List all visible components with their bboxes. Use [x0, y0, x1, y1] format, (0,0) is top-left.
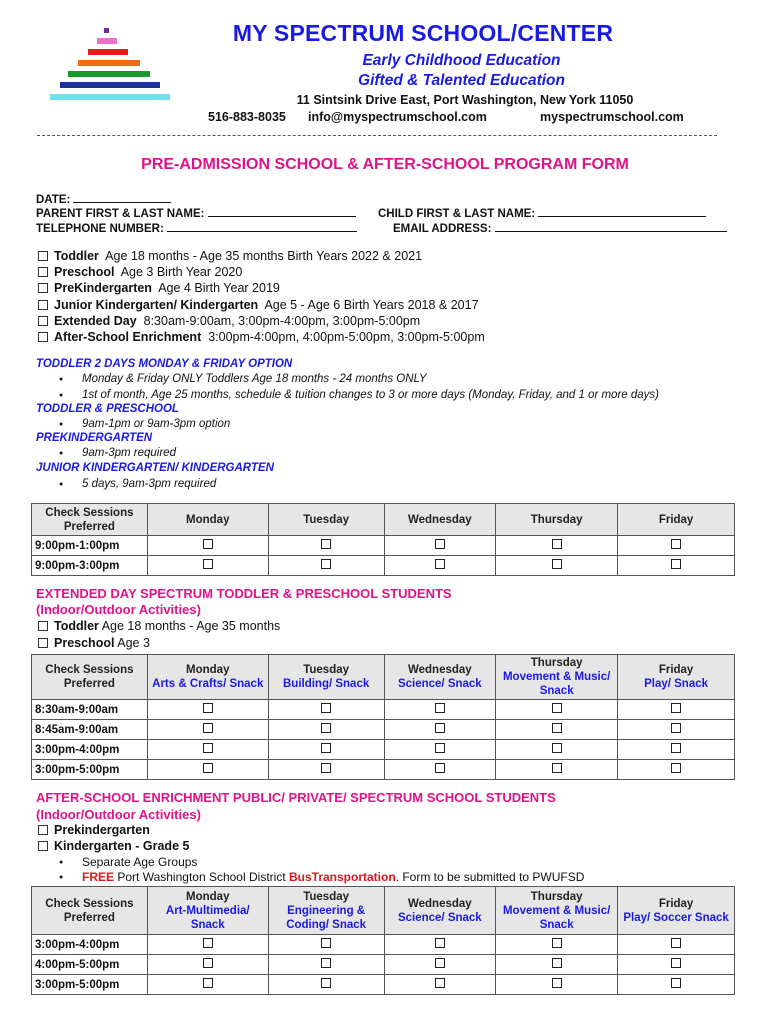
session-checkbox[interactable] — [203, 539, 213, 549]
session-checkbox[interactable] — [552, 958, 562, 968]
table-row — [32, 700, 735, 720]
session-checkbox[interactable] — [321, 703, 331, 713]
session-checkbox[interactable] — [552, 559, 562, 569]
session-checkbox[interactable] — [671, 938, 681, 948]
session-checkbox[interactable] — [203, 958, 213, 968]
after-school-option-k5[interactable]: Kindergarten - Grade 5 — [38, 839, 189, 853]
session-checkbox[interactable] — [321, 559, 331, 569]
program-option-extended-day[interactable]: Extended Day 8:30am-9:00am, 3:00pm-4:00pm, 3:00pm-5:00pm — [38, 314, 420, 328]
school-phone: 516-883-8035 — [208, 110, 286, 124]
day-header: Thursday Movement & Music/ Snack — [496, 887, 618, 935]
session-time: 3:00pm-4:00pm — [32, 740, 148, 760]
checkbox[interactable] — [38, 267, 48, 277]
session-time: 8:30am-9:00am — [32, 700, 148, 720]
session-time: 4:00pm-5:00pm — [32, 955, 148, 975]
session-checkbox[interactable] — [552, 743, 562, 753]
session-time: 9:00pm-1:00pm — [32, 536, 148, 556]
table-row — [32, 720, 735, 740]
session-checkbox[interactable] — [671, 703, 681, 713]
session-checkbox[interactable] — [435, 743, 445, 753]
session-checkbox[interactable] — [552, 978, 562, 988]
session-checkbox[interactable] — [321, 978, 331, 988]
session-checkbox[interactable] — [203, 559, 213, 569]
list-item: ● 9am-1pm or 9am-3pm option — [62, 418, 230, 430]
session-checkbox[interactable] — [435, 763, 445, 773]
school-website[interactable]: myspectrumschool.com — [540, 110, 684, 124]
day-header: Tuesday Building/ Snack — [268, 655, 384, 700]
session-checkbox[interactable] — [203, 743, 213, 753]
list-item: ● 5 days, 9am-3pm required — [62, 478, 216, 490]
session-checkbox[interactable] — [552, 938, 562, 948]
program-option-after-school[interactable]: After-School Enrichment 3:00pm-4:00pm, 4:00pm-5:00pm, 3:00pm-5:00pm — [38, 330, 485, 344]
checkbox[interactable] — [38, 825, 48, 835]
program-option-toddler[interactable]: Toddler Age 18 months - Age 35 months Birth Years 2022 & 2021 — [38, 249, 422, 263]
school-address: 11 Sintsink Drive East, Port Washington, New York 11050 — [296, 93, 634, 107]
session-checkbox[interactable] — [435, 978, 445, 988]
parent-name-field[interactable] — [36, 206, 356, 220]
session-checkbox[interactable] — [671, 539, 681, 549]
program-option-junior-kindergarten[interactable]: Junior Kindergarten/ Kindergarten Age 5 - Age 6 Birth Years 2018 & 2017 — [38, 298, 479, 312]
date-field[interactable] — [36, 192, 171, 206]
session-checkbox[interactable] — [435, 958, 445, 968]
checkbox[interactable] — [38, 332, 48, 342]
table-row — [32, 536, 735, 556]
list-item: ● 9am-3pm required — [62, 447, 176, 459]
session-checkbox[interactable] — [435, 559, 445, 569]
child-name-input-line[interactable] — [538, 206, 706, 217]
program-option-prekindergarten[interactable]: PreKindergarten Age 4 Birth Year 2019 — [38, 281, 280, 295]
logo-stripe — [78, 60, 140, 66]
session-checkbox[interactable] — [321, 958, 331, 968]
logo-stripe — [60, 82, 160, 88]
checkbox[interactable] — [38, 638, 48, 648]
email-field[interactable] — [393, 221, 727, 235]
session-checkbox[interactable] — [203, 938, 213, 948]
after-school-option-prek[interactable]: Prekindergarten — [38, 823, 150, 837]
extended-option-toddler[interactable]: Toddler Age 18 months - Age 35 months — [38, 619, 280, 633]
checkbox[interactable] — [38, 283, 48, 293]
school-email[interactable]: info@myspectrumschool.com — [308, 110, 487, 124]
session-checkbox[interactable] — [203, 763, 213, 773]
session-checkbox[interactable] — [321, 763, 331, 773]
table-corner-header: Check Sessions Preferred — [32, 504, 148, 536]
day-header: Monday — [147, 504, 268, 536]
session-checkbox[interactable] — [671, 559, 681, 569]
session-checkbox[interactable] — [671, 978, 681, 988]
prekindergarten-heading: PREKINDERGARTEN — [36, 432, 153, 444]
session-checkbox[interactable] — [671, 723, 681, 733]
program-option-preschool[interactable]: Preschool Age 3 Birth Year 2020 — [38, 265, 242, 279]
extended-day-subheading: (Indoor/Outdoor Activities) — [36, 602, 201, 617]
parent-name-input-line[interactable] — [208, 206, 356, 217]
session-checkbox[interactable] — [435, 539, 445, 549]
table-row — [32, 975, 735, 995]
divider — [37, 135, 717, 136]
after-school-heading: AFTER-SCHOOL ENRICHMENT PUBLIC/ PRIVATE/ SPECTRUM SCHOOL STUDENTS — [36, 790, 556, 805]
day-header: Wednesday — [384, 504, 496, 536]
session-checkbox[interactable] — [321, 938, 331, 948]
list-item: ● FREE Port Washington School District BusTransportation. Form to be submitted to PWUFSD — [62, 870, 584, 884]
session-checkbox[interactable] — [203, 703, 213, 713]
day-header: Tuesday Engineering & Coding/ Snack — [268, 887, 384, 935]
session-checkbox[interactable] — [321, 539, 331, 549]
school-name: MY SPECTRUM SCHOOL/CENTER — [232, 20, 614, 46]
session-checkbox[interactable] — [321, 723, 331, 733]
telephone-field[interactable] — [36, 221, 357, 235]
session-checkbox[interactable] — [671, 763, 681, 773]
email-input-line[interactable] — [495, 221, 727, 232]
toddler-preschool-heading: TODDLER & PRESCHOOL — [36, 403, 179, 415]
day-header: Tuesday — [268, 504, 384, 536]
session-checkbox[interactable] — [203, 723, 213, 733]
table-row — [32, 740, 735, 760]
session-checkbox[interactable] — [552, 763, 562, 773]
session-checkbox[interactable] — [671, 958, 681, 968]
list-item: ● Monday & Friday ONLY Toddlers Age 18 months - 24 months ONLY — [62, 373, 427, 385]
session-checkbox[interactable] — [435, 703, 445, 713]
session-checkbox[interactable] — [552, 703, 562, 713]
checkbox[interactable] — [38, 316, 48, 326]
extended-option-preschool[interactable]: Preschool Age 3 — [38, 636, 150, 650]
telephone-label: TELEPHONE NUMBER: — [36, 223, 164, 235]
after-school-table — [31, 886, 735, 995]
day-header: Monday Art-Multimedia/ Snack — [147, 887, 268, 935]
day-header: Thursday Movement & Music/ Snack — [496, 655, 618, 700]
logo-stripe — [68, 71, 150, 77]
table-corner-header: Check Sessions Preferred — [32, 887, 148, 935]
list-item: ● 1st of month, Age 25 months, schedule & tuition changes to 3 or more days (Monday, Friday, and 1 or more days) — [62, 389, 659, 401]
tagline-gifted: Gifted & Talented Education — [358, 72, 565, 89]
after-school-subheading: (Indoor/Outdoor Activities) — [36, 807, 201, 822]
session-checkbox[interactable] — [435, 938, 445, 948]
date-input-line[interactable] — [73, 192, 171, 203]
session-time: 9:00pm-3:00pm — [32, 556, 148, 576]
child-name-field[interactable] — [378, 206, 706, 220]
session-time: 3:00pm-5:00pm — [32, 975, 148, 995]
toddler-2day-heading: TODDLER 2 DAYS MONDAY & FRIDAY OPTION — [36, 358, 293, 370]
session-checkbox[interactable] — [552, 723, 562, 733]
email-label: EMAIL ADDRESS: — [393, 223, 492, 235]
session-checkbox[interactable] — [435, 723, 445, 733]
extended-day-table — [31, 654, 735, 780]
session-checkbox[interactable] — [552, 539, 562, 549]
day-header: Thursday — [496, 504, 618, 536]
session-checkbox[interactable] — [203, 978, 213, 988]
day-header: Friday Play/ Soccer Snack — [618, 887, 735, 935]
logo-stripe — [50, 94, 170, 100]
table-row — [32, 760, 735, 780]
checkbox[interactable] — [38, 251, 48, 261]
logo-stripe — [88, 49, 128, 55]
day-header: Monday Arts & Crafts/ Snack — [147, 655, 268, 700]
tagline-early-childhood: Early Childhood Education — [362, 52, 561, 69]
session-checkbox[interactable] — [321, 743, 331, 753]
school-session-table — [31, 503, 735, 576]
session-time: 3:00pm-4:00pm — [32, 935, 148, 955]
extended-day-heading: EXTENDED DAY SPECTRUM TODDLER & PRESCHOOL STUDENTS — [36, 586, 452, 601]
form-title: PRE-ADMISSION SCHOOL & AFTER-SCHOOL PROGRAM FORM — [141, 156, 629, 173]
session-checkbox[interactable] — [671, 743, 681, 753]
parent-name-label: PARENT FIRST & LAST NAME: — [36, 208, 205, 220]
day-header: Wednesday Science/ Snack — [384, 887, 496, 935]
list-item: ● Separate Age Groups — [62, 855, 197, 869]
junior-kindergarten-heading: JUNIOR KINDERGARTEN/ KINDERGARTEN — [36, 462, 274, 474]
table-corner-header: Check Sessions Preferred — [32, 655, 148, 700]
table-row — [32, 935, 735, 955]
day-header: Friday Play/ Snack — [618, 655, 735, 700]
child-name-label: CHILD FIRST & LAST NAME: — [378, 208, 536, 220]
checkbox[interactable] — [38, 300, 48, 310]
table-row — [32, 955, 735, 975]
session-time: 3:00pm-5:00pm — [32, 760, 148, 780]
date-label: DATE: — [36, 194, 71, 206]
day-header: Wednesday Science/ Snack — [384, 655, 496, 700]
session-time: 8:45am-9:00am — [32, 720, 148, 740]
checkbox[interactable] — [38, 621, 48, 631]
checkbox[interactable] — [38, 841, 48, 851]
telephone-input-line[interactable] — [167, 221, 357, 232]
table-row — [32, 556, 735, 576]
day-header: Friday — [618, 504, 735, 536]
